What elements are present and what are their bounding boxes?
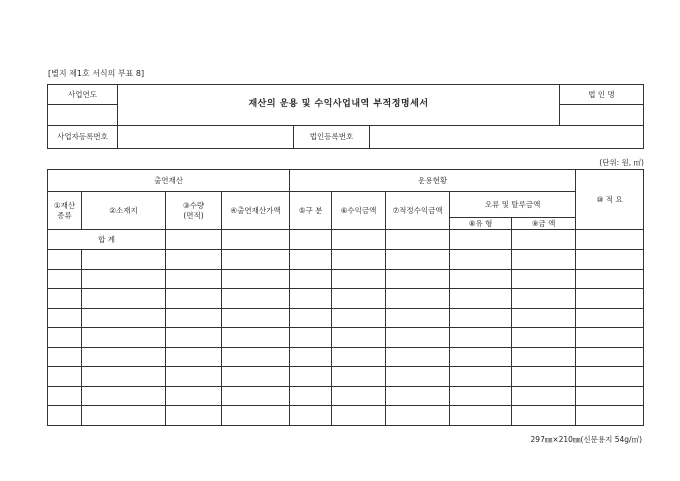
table-row: [48, 308, 644, 328]
cell[interactable]: [82, 269, 166, 289]
cell[interactable]: [290, 230, 332, 250]
cell[interactable]: [450, 406, 512, 426]
cell[interactable]: [82, 406, 166, 426]
cell[interactable]: [512, 289, 576, 309]
cell[interactable]: [48, 250, 82, 270]
cell[interactable]: [386, 308, 450, 328]
cell[interactable]: [576, 406, 644, 426]
cell[interactable]: [450, 367, 512, 387]
cell[interactable]: [386, 347, 450, 367]
business-reg-field[interactable]: [118, 126, 294, 149]
cell[interactable]: [576, 367, 644, 387]
cell[interactable]: [222, 367, 290, 387]
cell[interactable]: [166, 250, 222, 270]
cell[interactable]: [576, 386, 644, 406]
cell[interactable]: [386, 386, 450, 406]
cell[interactable]: [332, 269, 386, 289]
cell[interactable]: [450, 289, 512, 309]
property-operation-table: [47, 169, 644, 426]
cell[interactable]: [512, 269, 576, 289]
table-row: [48, 347, 644, 367]
cell[interactable]: [222, 328, 290, 348]
cell[interactable]: [82, 250, 166, 270]
cell[interactable]: [290, 328, 332, 348]
table-row: [48, 406, 644, 426]
table-row: [48, 328, 644, 348]
group-operation-status: 운용현황: [290, 170, 576, 192]
cell[interactable]: [576, 328, 644, 348]
cell[interactable]: [290, 367, 332, 387]
col-property-type-line2: 종류: [57, 210, 72, 220]
cell[interactable]: [332, 386, 386, 406]
cell[interactable]: [512, 328, 576, 348]
data-rows: [48, 250, 644, 426]
cell[interactable]: [48, 308, 82, 328]
cell[interactable]: [386, 250, 450, 270]
cell[interactable]: [512, 386, 576, 406]
paper-spec: 297㎜×210㎜(신문용지 54g/㎡): [530, 435, 642, 444]
col-proper-revenue: ⑦적정수익금액: [386, 192, 450, 230]
cell[interactable]: [576, 230, 644, 250]
cell[interactable]: [166, 308, 222, 328]
cell[interactable]: [450, 386, 512, 406]
cell[interactable]: [48, 386, 82, 406]
cell[interactable]: [48, 269, 82, 289]
cell[interactable]: [450, 250, 512, 270]
cell[interactable]: [166, 406, 222, 426]
corp-name-field[interactable]: [560, 105, 644, 126]
group-contributed-property: 출연재산: [48, 170, 290, 192]
cell[interactable]: [290, 386, 332, 406]
table-row: [48, 367, 644, 387]
cell[interactable]: [512, 347, 576, 367]
col-property-type-line1: ①재산: [53, 201, 76, 211]
cell[interactable]: [512, 367, 576, 387]
cell[interactable]: [576, 289, 644, 309]
cell[interactable]: [48, 328, 82, 348]
col-property-type: [48, 192, 82, 230]
col-revenue: ⑥수익금액: [332, 192, 386, 230]
cell[interactable]: [450, 347, 512, 367]
cell[interactable]: [82, 289, 166, 309]
cell[interactable]: [576, 250, 644, 270]
cell[interactable]: [332, 289, 386, 309]
cell[interactable]: [82, 347, 166, 367]
fiscal-year-field[interactable]: [48, 105, 118, 126]
cell[interactable]: [512, 308, 576, 328]
table-row: [48, 250, 644, 270]
cell[interactable]: [222, 269, 290, 289]
cell[interactable]: [166, 347, 222, 367]
col-error-amount: ⑨금 액: [512, 218, 576, 230]
cell[interactable]: [222, 308, 290, 328]
table-row: [48, 269, 644, 289]
cell[interactable]: [222, 289, 290, 309]
cell[interactable]: [222, 386, 290, 406]
cell[interactable]: [512, 406, 576, 426]
corp-reg-label: 법인등록번호: [294, 126, 370, 149]
cell[interactable]: [576, 347, 644, 367]
cell[interactable]: [48, 347, 82, 367]
cell[interactable]: [166, 269, 222, 289]
corp-reg-field[interactable]: [370, 126, 644, 149]
cell[interactable]: [386, 367, 450, 387]
form-header-table: [47, 84, 644, 149]
cell[interactable]: [290, 347, 332, 367]
cell[interactable]: [290, 250, 332, 270]
cell[interactable]: [576, 269, 644, 289]
cell[interactable]: [576, 308, 644, 328]
form-reference: [별지 제1호 서식의 부표 8]: [48, 69, 145, 78]
cell[interactable]: [512, 250, 576, 270]
cell[interactable]: [290, 308, 332, 328]
col-quantity-line1: ③수량: [182, 201, 205, 211]
cell[interactable]: [48, 406, 82, 426]
cell[interactable]: [512, 230, 576, 250]
cell[interactable]: [332, 367, 386, 387]
cell[interactable]: [166, 367, 222, 387]
cell[interactable]: [290, 289, 332, 309]
cell[interactable]: [450, 230, 512, 250]
fiscal-year-label: 사업연도: [48, 85, 118, 105]
cell[interactable]: [82, 386, 166, 406]
form-title: 재산의 운용 및 수익사업내역 부적정명세서: [118, 85, 560, 126]
cell[interactable]: [332, 250, 386, 270]
cell[interactable]: [332, 308, 386, 328]
cell[interactable]: [166, 230, 222, 250]
cell[interactable]: [166, 386, 222, 406]
cell[interactable]: [450, 328, 512, 348]
cell[interactable]: [48, 289, 82, 309]
col-remarks: ⑩ 적 요: [576, 170, 644, 230]
cell[interactable]: [82, 367, 166, 387]
cell[interactable]: [332, 230, 386, 250]
cell[interactable]: [332, 406, 386, 426]
cell[interactable]: [166, 289, 222, 309]
table-row: [48, 289, 644, 309]
table-row: [48, 386, 644, 406]
cell[interactable]: [48, 367, 82, 387]
cell[interactable]: [332, 328, 386, 348]
col-contrib-value: ④출연재산가액: [222, 192, 290, 230]
cell[interactable]: [332, 347, 386, 367]
total-label: 합 계: [48, 230, 166, 250]
unit-label: (단위: 원, ㎡): [599, 158, 644, 167]
business-reg-label: 사업자등록번호: [48, 126, 118, 149]
cell[interactable]: [386, 289, 450, 309]
cell[interactable]: [222, 230, 290, 250]
cell[interactable]: [82, 328, 166, 348]
cell[interactable]: [450, 308, 512, 328]
group-error-amount: 오류 및 탈루금액: [450, 192, 576, 218]
cell[interactable]: [290, 406, 332, 426]
cell[interactable]: [386, 328, 450, 348]
col-quantity: [166, 192, 222, 230]
cell[interactable]: [290, 269, 332, 289]
corp-name-label: 법 인 명: [560, 85, 644, 105]
total-row: [48, 230, 644, 250]
cell[interactable]: [386, 406, 450, 426]
cell[interactable]: [222, 347, 290, 367]
cell[interactable]: [166, 328, 222, 348]
cell[interactable]: [222, 250, 290, 270]
cell[interactable]: [386, 230, 450, 250]
col-location: ②소재지: [82, 192, 166, 230]
cell[interactable]: [386, 269, 450, 289]
cell[interactable]: [450, 269, 512, 289]
col-category: ⑤구 분: [290, 192, 332, 230]
cell[interactable]: [222, 406, 290, 426]
col-quantity-line2: (면적): [183, 210, 204, 220]
cell[interactable]: [82, 308, 166, 328]
col-error-type: ⑧유 형: [450, 218, 512, 230]
